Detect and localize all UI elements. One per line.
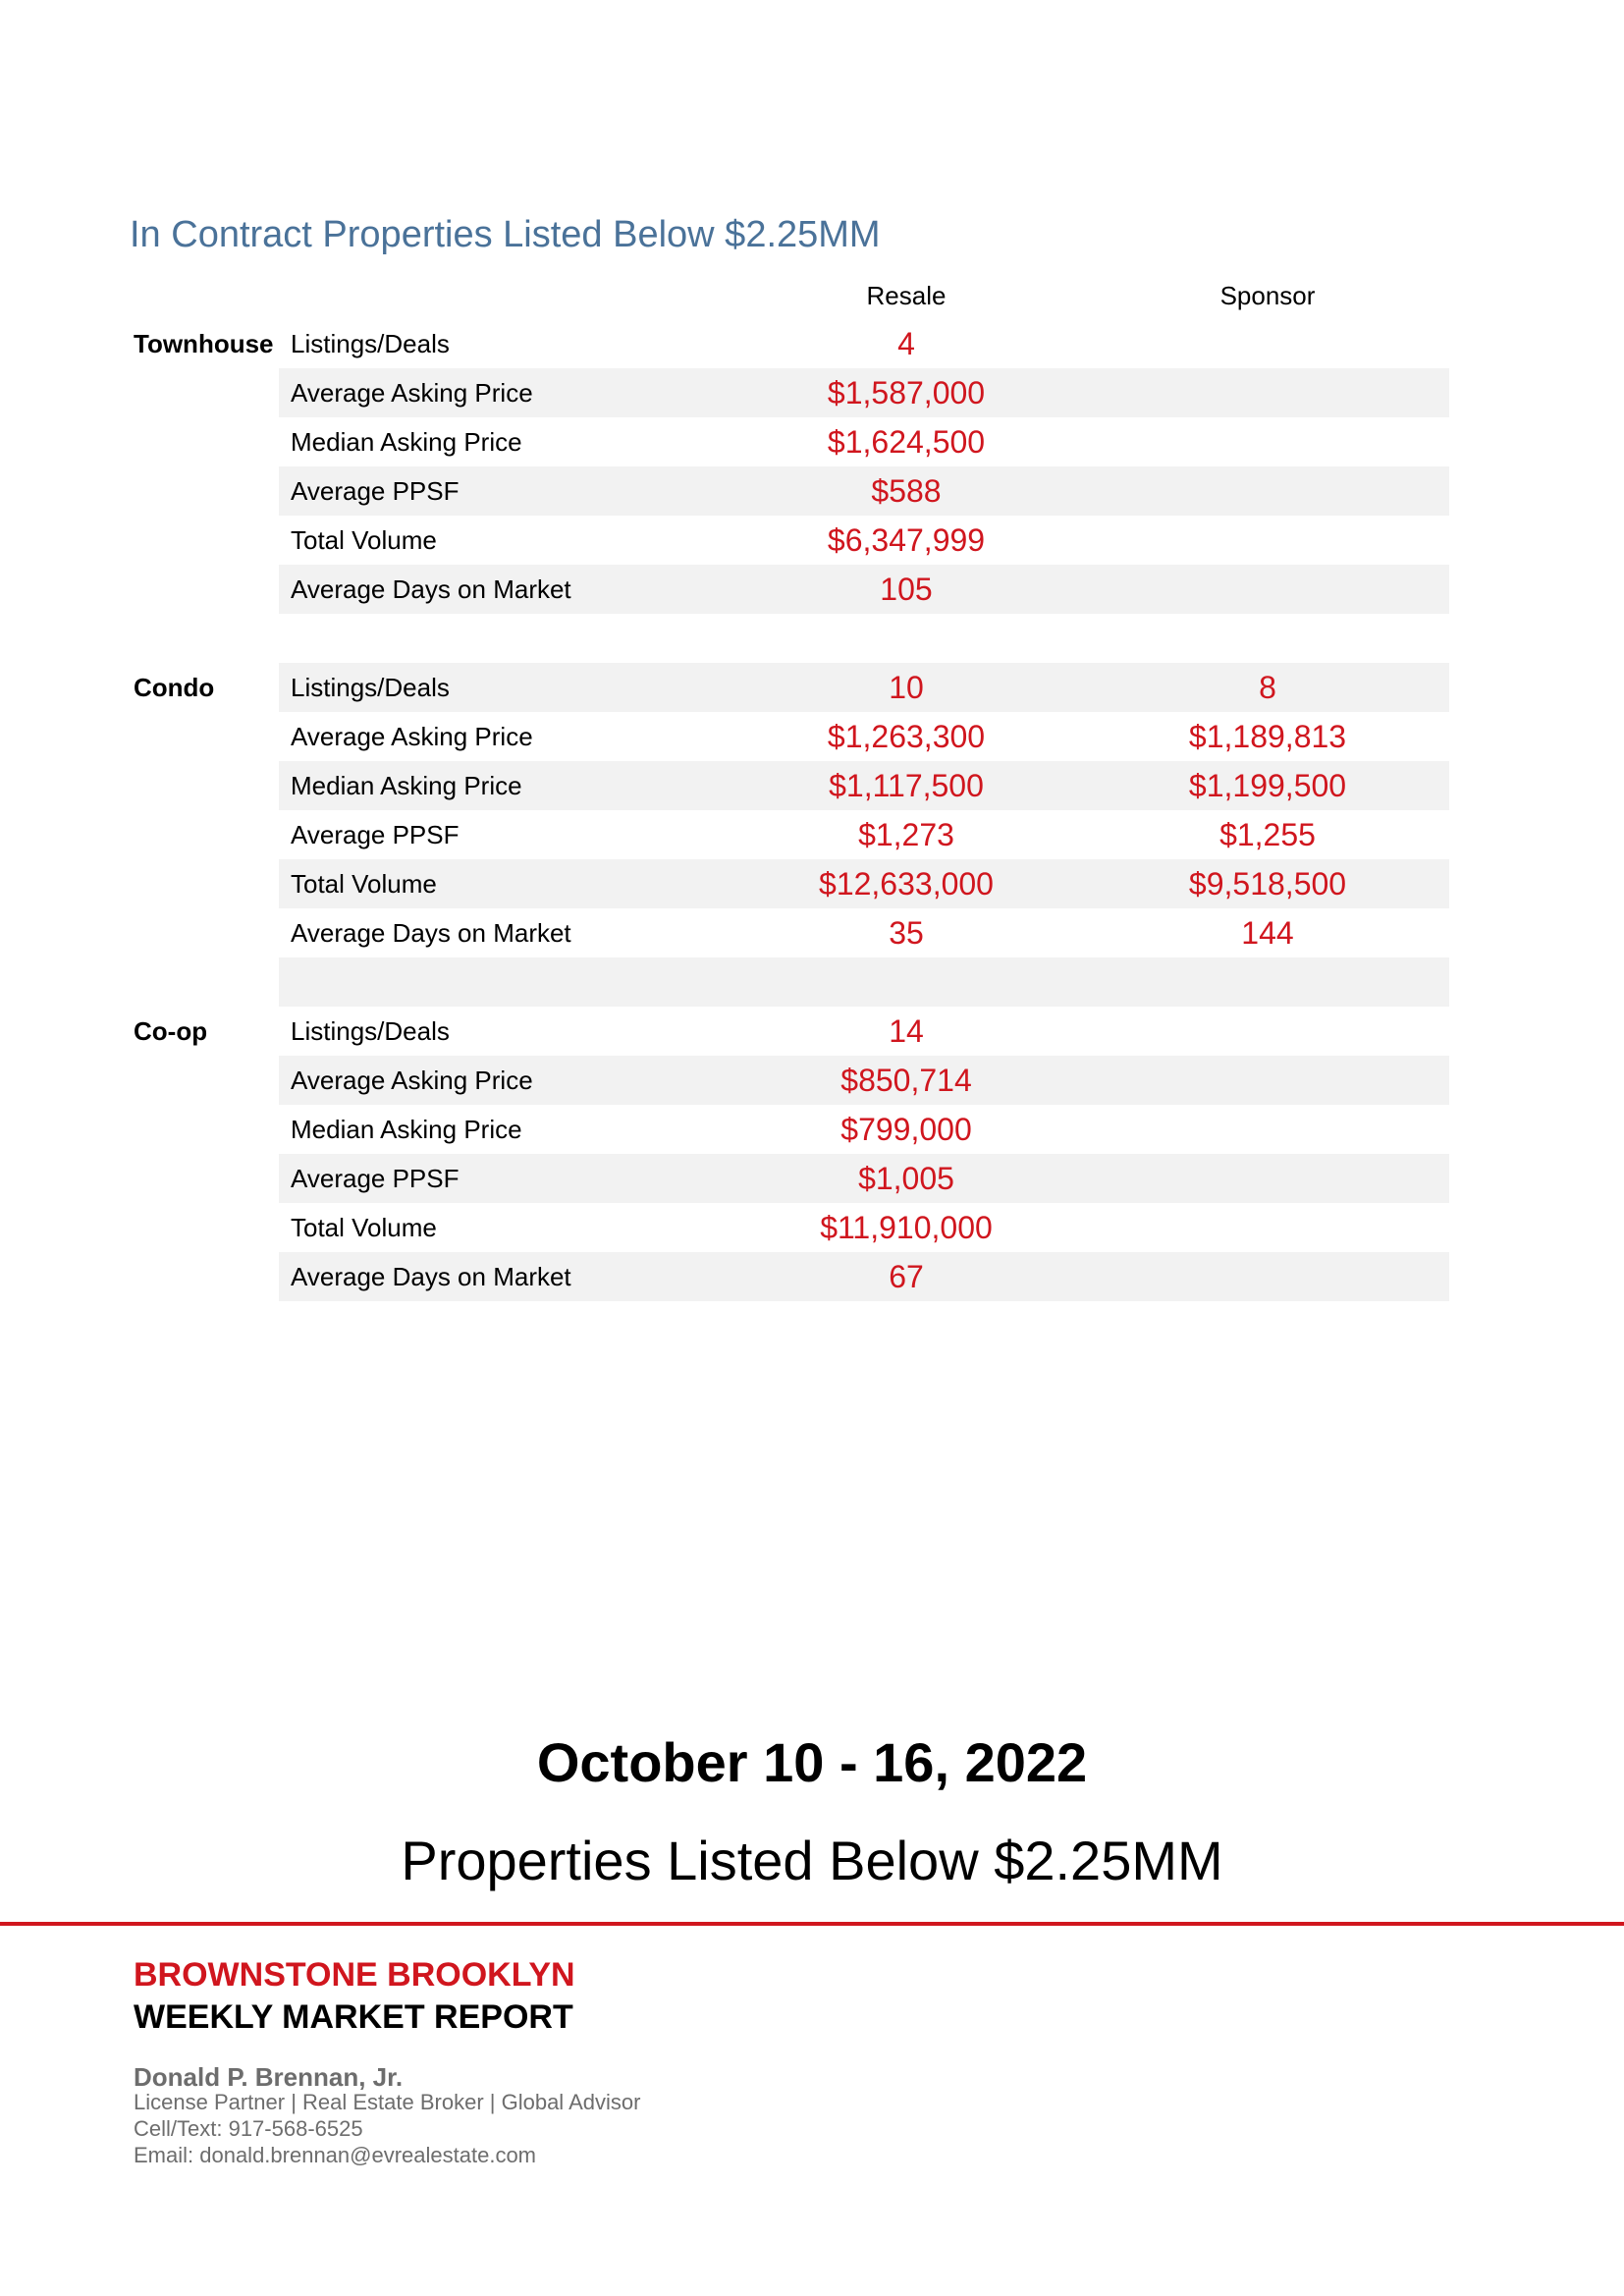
resale-value: $1,117,500: [829, 768, 984, 803]
resale-value: $1,005: [858, 1161, 954, 1196]
sponsor-value: 8: [1259, 670, 1276, 705]
resale-value: 10: [889, 670, 924, 705]
row-label: Listings/Deals: [291, 672, 450, 702]
resale-value: 67: [889, 1259, 924, 1294]
table-row: [279, 1252, 1449, 1301]
brand-name: BROWNSTONE BROOKLYN: [134, 1956, 575, 1994]
table-row: [279, 1154, 1449, 1203]
sponsor-value: [1120, 1154, 1415, 1203]
sponsor-value: [1120, 516, 1415, 565]
section-townhouse: [0, 319, 1624, 663]
row-label: Average PPSF: [291, 819, 460, 849]
row-label: Average PPSF: [291, 475, 460, 506]
resale-value: $1,273: [858, 817, 954, 852]
row-label: Listings/Deals: [291, 328, 450, 358]
table-row: [279, 712, 1449, 761]
section-label: Condo: [134, 673, 215, 702]
table-row: [279, 1203, 1449, 1252]
resale-value: $12,633,000: [819, 866, 994, 902]
row-label: Average PPSF: [291, 1163, 460, 1193]
table-row: [279, 810, 1449, 859]
sponsor-value: [1120, 368, 1415, 417]
agent-phone: Cell/Text: 917-568-6525: [134, 2116, 363, 2141]
sponsor-value: $1,199,500: [1188, 768, 1347, 803]
sponsor-value: [1120, 1105, 1415, 1154]
resale-value: 4: [897, 326, 915, 361]
sponsor-value: [1120, 319, 1415, 368]
table-row: [279, 761, 1449, 810]
sponsor-value: 144: [1241, 915, 1294, 951]
table-row: [279, 368, 1449, 417]
resale-value: $799,000: [840, 1112, 972, 1147]
row-label: Average Asking Price: [291, 1065, 533, 1095]
section-condo: [0, 663, 1624, 1007]
sponsor-value: [1120, 417, 1415, 466]
agent-email: Email: donald.brennan@evrealestate.com: [134, 2143, 537, 2167]
table-row: [279, 1105, 1449, 1154]
sponsor-value: $1,255: [1219, 817, 1316, 852]
row-label: Listings/Deals: [291, 1015, 450, 1046]
column-header-resale: Resale: [866, 281, 947, 310]
table-row: [279, 417, 1449, 466]
spacer-row: [279, 957, 1449, 1007]
row-label: Average Asking Price: [291, 721, 533, 751]
resale-value: $850,714: [840, 1063, 972, 1098]
sponsor-value: [1120, 565, 1415, 614]
sponsor-value: [1120, 466, 1415, 516]
row-label: Average Days on Market: [291, 574, 571, 604]
table-row: [279, 516, 1449, 565]
divider: [0, 1922, 1624, 1926]
sponsor-value: $9,518,500: [1188, 866, 1347, 902]
page-title: In Contract Properties Listed Below $2.25MM: [130, 214, 881, 255]
sponsor-value: [1120, 1056, 1415, 1105]
row-label: Total Volume: [291, 868, 437, 899]
sponsor-value: $1,189,813: [1188, 719, 1347, 754]
resale-value: $588: [871, 473, 942, 509]
table-row: [279, 319, 1449, 368]
resale-value: 35: [889, 915, 924, 951]
table-row: [279, 908, 1449, 957]
section-label: Co-op: [134, 1016, 208, 1046]
brand-tagline: WEEKLY MARKET REPORT: [134, 1998, 573, 2036]
sponsor-value: [1120, 1203, 1415, 1252]
table-row: [279, 565, 1449, 614]
table-row: [279, 663, 1449, 712]
resale-value: $1,624,500: [827, 424, 986, 460]
row-label: Median Asking Price: [291, 426, 522, 457]
agent-name: Donald P. Brennan, Jr.: [134, 2062, 404, 2092]
agent-title: License Partner | Real Estate Broker | Global Advisor: [134, 2090, 641, 2114]
section-label: Townhouse: [134, 329, 274, 358]
report-subtitle: Properties Listed Below $2.25MM: [401, 1830, 1223, 1891]
column-header-sponsor: Sponsor: [1219, 281, 1316, 310]
sponsor-value: [1120, 1252, 1415, 1301]
row-label: Average Asking Price: [291, 377, 533, 408]
resale-value: $1,587,000: [827, 375, 986, 410]
row-label: Total Volume: [291, 1212, 437, 1242]
stats-tables: [0, 319, 1624, 1301]
report-date-range: October 10 - 16, 2022: [536, 1731, 1088, 1793]
table-row: [279, 1056, 1449, 1105]
resale-value: 105: [880, 572, 933, 607]
table-row: [279, 859, 1449, 908]
resale-value: $1,263,300: [827, 719, 986, 754]
row-label: Median Asking Price: [291, 770, 522, 800]
spacer-row: [279, 614, 1449, 663]
table-row: [279, 466, 1449, 516]
resale-value: $6,347,999: [827, 522, 986, 558]
table-row: [279, 1007, 1449, 1056]
resale-value: 14: [889, 1013, 924, 1049]
section-coop: [0, 1007, 1624, 1301]
row-label: Median Asking Price: [291, 1114, 522, 1144]
row-label: Average Days on Market: [291, 917, 571, 948]
sponsor-value: [1120, 1007, 1415, 1056]
resale-value: $11,910,000: [820, 1210, 993, 1245]
row-label: Total Volume: [291, 524, 437, 555]
row-label: Average Days on Market: [291, 1261, 571, 1291]
